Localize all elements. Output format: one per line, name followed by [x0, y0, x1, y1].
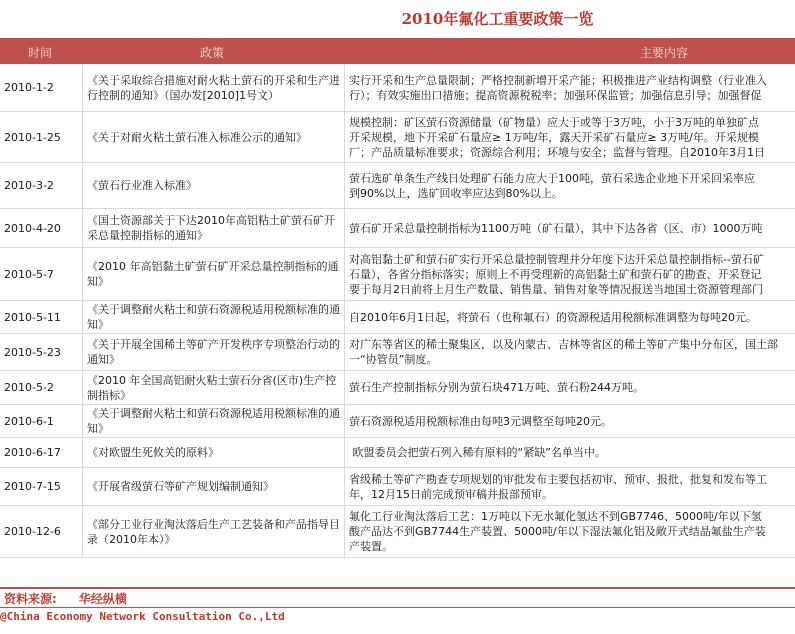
table-row — [0, 405, 795, 438]
table-row — [0, 209, 795, 248]
row-content — [344, 301, 795, 333]
copyright-divider — [0, 607, 795, 608]
copyright-text: @China Economy Network Consultation Co.,Ltd — [0, 610, 285, 623]
row-policy: 《关于调整耐火粘土和萤石资源税适用税额标准的通知》 — [82, 405, 344, 437]
header-policy: 政策 — [200, 46, 225, 60]
row-content — [344, 371, 795, 404]
row-policy: 《萤石行业准入标准》 — [82, 163, 344, 208]
row-content — [344, 248, 795, 300]
row-content — [344, 64, 795, 111]
row-content-text: 萤石选矿单条生产线日处理矿石能力应大于100吨，萤石采选企业地下开采回采率应 到90%以上，选矿回收率应达到80%以上。 — [349, 171, 755, 200]
row-policy: 《关于开展全国稀土等矿产开发秩序专项整治行动的通知》 — [82, 334, 344, 370]
row-policy: 《2010 年高铝黏土矿萤石矿开采总量控制指标的通知》 — [82, 248, 344, 300]
table-row — [0, 506, 795, 558]
row-content — [344, 506, 795, 557]
row-date: 2010-12-6 — [4, 525, 61, 538]
row-content — [344, 405, 795, 437]
row-date: 2010-1-25 — [4, 130, 61, 144]
row-policy: 《关于调整耐火粘土和萤石资源税适用税额标准的通知》 — [82, 301, 344, 333]
row-content-text: 自2010年6月1日起，将萤石（也称氟石）的资源税适用税额标准调整为每吨20元。 — [349, 310, 757, 324]
row-content-text: 实行开采和生产总量限制；严格控制新增开采产能；积极推进产业结构调整（行业准入 行）；有效实施出口措施；提高资源税税率；加强环保监管；加强信息引导；加强督促 — [349, 73, 767, 102]
row-policy: 《2010 年全国高铝耐火粘土萤石分省(区市)生产控制指标》 — [82, 371, 344, 404]
table-row — [0, 112, 795, 163]
row-date: 2010-6-17 — [4, 446, 61, 459]
table-header — [0, 38, 795, 64]
row-date: 2010-6-1 — [4, 414, 54, 428]
row-content-text: 氟化工行业淘汰落后工艺：1万吨以下无水氟化氢达不到GB7746、5000吨/年以下氢 酸产品达不到GB7744生产装置、5000吨/年以下湿法氟化铝及敞开式结晶氟盐生产装 产装置。 — [349, 510, 766, 553]
row-date: 2010-5-7 — [4, 267, 54, 281]
row-content — [344, 438, 795, 467]
table-row — [0, 301, 795, 334]
title-bar — [0, 0, 795, 38]
source-label: 资料来源: — [4, 592, 57, 606]
row-date: 2010-1-2 — [4, 81, 54, 94]
table-row — [0, 64, 795, 112]
table-row — [0, 248, 795, 301]
row-content-text: 欧盟委员会把萤石列入稀有原料的“紧缺”名单当中。 — [349, 446, 606, 459]
header-content: 主要内容 — [640, 46, 689, 60]
source-line — [4, 590, 127, 607]
table-row — [0, 371, 795, 405]
row-content-text: 萤石矿开采总量控制指标为1100万吨（矿石量），其中下达各省（区、市）1000万吨 — [349, 221, 763, 235]
table-row — [0, 438, 795, 468]
policy-table — [0, 64, 795, 558]
row-content-text: 萤石生产控制指标分别为萤石块471万吨、萤石粉244万吨。 — [349, 381, 644, 394]
row-policy: 《国土资源部关于下达2010年高铝粘土矿萤石矿开采总量控制指标的通知》 — [82, 209, 344, 247]
row-content — [344, 163, 795, 208]
row-content-text: 省级稀土等矿产勘查专项规划的审批发布主要包括初审、预审、报批、批复和发布等工 年，12月15日前完成预审稿并报部预审。 — [349, 472, 767, 501]
footer-divider — [0, 587, 795, 589]
source-value: 华经纵横 — [78, 592, 127, 606]
header-time: 时间 — [28, 46, 53, 60]
row-policy: 《开展省级萤石等矿产规划编制通知》 — [82, 468, 344, 505]
row-content-text: 对高铝黏土矿和萤石矿实行开采总量控制管理并分年度下达开采总量控制指标--萤石矿 石量），各省分指标落实；原则上不再受理新的高铝黏土矿和萤石矿的勘查、开采登记 要于每月2日前将上月生产数量、销售量、销售对象等情况报送当地国土资源管理部门 — [349, 252, 764, 296]
row-content-text: 对广东等省区的稀土聚集区，以及内蒙古、吉林等省区的稀土等矿产集中分布区，国土部 一“协管员”制度。 — [349, 338, 778, 366]
page-title: 2010年氟化工重要政策一览 — [401, 10, 594, 28]
row-policy: 《部分工业行业淘汰落后生产工艺装备和产品指导目录（2010年本）》 — [82, 506, 344, 557]
row-content-text: 规模控制：矿区萤石资源储量（矿物量）应大于或等于3万吨，小于3万吨的单独矿点 开采规模，地下开采矿石量应≥ 1万吨/年，露天开采矿石量应≥ 3万吨/年。开采规模 厂；产品质量标准要求；资源综合利用；环境与安全；监督与管理。自2010年3月1日 — [349, 115, 765, 159]
row-date: 2010-7-15 — [4, 480, 61, 493]
row-content — [344, 334, 795, 370]
row-policy: 《关于采取综合措施对耐火粘土萤石的开采和生产进行控制的通知》（国办发[2010]1号文） — [82, 64, 344, 111]
row-date: 2010-3-2 — [4, 179, 54, 192]
row-content — [344, 468, 795, 505]
row-date: 2010-5-2 — [4, 381, 54, 394]
row-date: 2010-5-11 — [4, 310, 61, 324]
row-content-text: 萤石资源税适用税额标准由每吨3元调整至每吨20元。 — [349, 414, 612, 428]
table-row — [0, 468, 795, 506]
row-policy: 《对欧盟生死攸关的原料》 — [82, 438, 344, 467]
table-row — [0, 163, 795, 209]
row-date: 2010-4-20 — [4, 221, 61, 235]
row-policy: 《关于对耐火粘土萤石准入标准公示的通知》 — [82, 112, 344, 162]
row-content — [344, 112, 795, 162]
row-content — [344, 209, 795, 247]
row-date: 2010-5-23 — [4, 345, 61, 359]
table-row — [0, 334, 795, 371]
